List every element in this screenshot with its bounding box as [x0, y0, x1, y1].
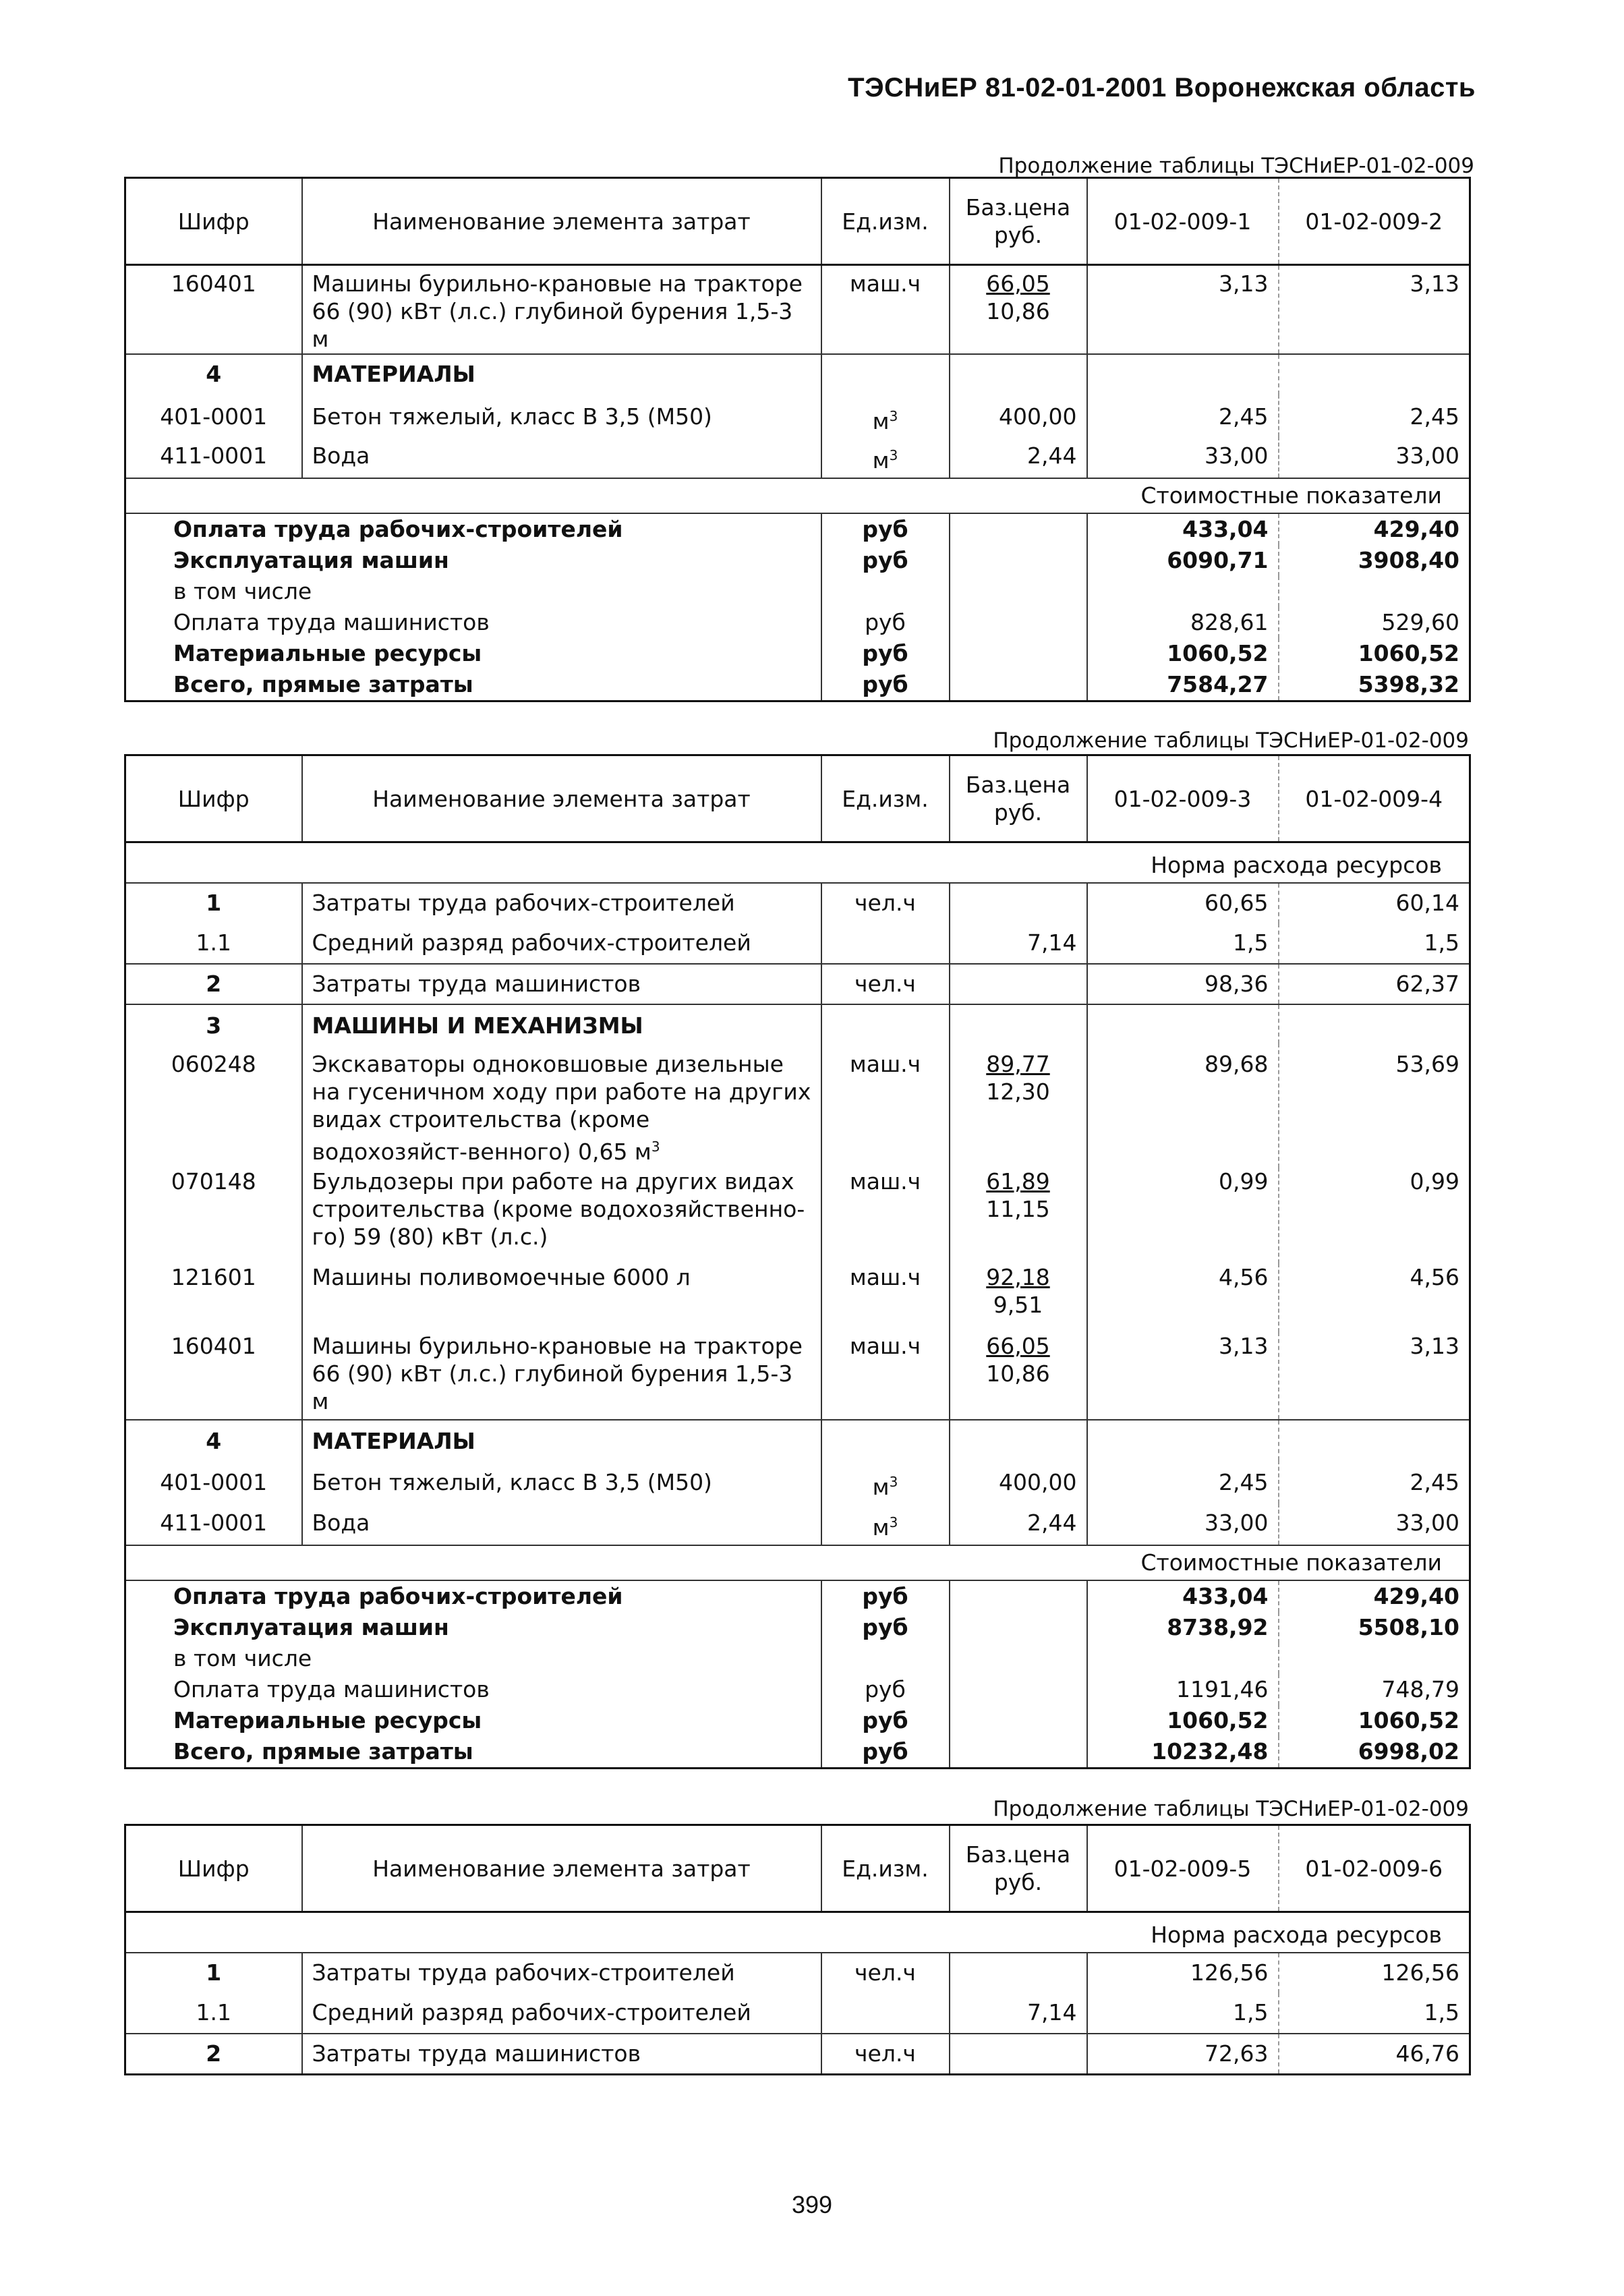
header-price: Баз.цена руб. — [950, 1825, 1087, 1912]
header-variant-a: 01-02-009-1 — [1087, 178, 1279, 265]
row-code: 1 — [125, 1953, 302, 1993]
row-code: 1.1 — [196, 929, 231, 956]
row-code: 401-0001 — [160, 1469, 268, 1495]
row-value-a: 126,56 — [1087, 1953, 1279, 1993]
table-row — [125, 1953, 1470, 1993]
cost-value-a: 6090,71 — [1087, 545, 1279, 576]
row-name: Затраты труда рабочих-строителей — [302, 883, 821, 923]
price-wage: 10,86 — [986, 1360, 1050, 1387]
row-value-a: 1,5 — [1087, 923, 1279, 964]
row-value-a: 60,65 — [1087, 883, 1279, 923]
cost-row — [125, 1643, 1470, 1674]
row-unit: маш.ч — [821, 1263, 950, 1332]
row-unit: чел.ч — [821, 1953, 950, 1993]
cost-unit: руб — [821, 1580, 950, 1612]
row-code: 2 — [125, 964, 302, 1004]
cost-label: в том числе — [173, 577, 312, 604]
cost-value-b: 429,40 — [1279, 513, 1470, 545]
header-variant-b: 01-02-009-4 — [1279, 755, 1470, 842]
row-code: 401-0001 — [160, 403, 268, 430]
cost-unit: руб — [821, 1674, 950, 1705]
row-name: Машины бурильно-крановые на тракторе 66 (90) кВт (л.с.) глубиной бурения 1,5-3 м — [302, 265, 821, 354]
price-base: 61,89 — [986, 1168, 1050, 1195]
table-header-row — [125, 755, 1470, 842]
cost-unit: руб — [821, 669, 950, 701]
row-value-a: 98,36 — [1087, 964, 1279, 1004]
row-code: 411-0001 — [160, 442, 268, 469]
cost-label: Оплата труда машинистов — [173, 1676, 490, 1702]
row-price — [950, 1332, 1087, 1420]
table-row — [125, 964, 1470, 1004]
table-row — [125, 1263, 1470, 1332]
group-row-machines — [125, 1004, 1470, 1043]
price-wage: 9,51 — [993, 1292, 1043, 1318]
table-caption: Продолжение таблицы ТЭСНиЕР-01-02-009 — [993, 728, 1469, 753]
band-cost-indicators — [125, 478, 1470, 513]
header-variant-b: 01-02-009-6 — [1279, 1825, 1470, 1912]
row-code: 160401 — [171, 270, 256, 297]
table-row — [125, 923, 1470, 964]
cost-label: Материальные ресурсы — [173, 639, 482, 666]
row-code: 2 — [125, 2034, 302, 2074]
row-price — [950, 883, 1087, 923]
header-name: Наименование элемента затрат — [302, 178, 821, 265]
table-row — [125, 395, 1470, 436]
row-unit: $м^3$ — [821, 395, 950, 436]
cost-row — [125, 513, 1470, 545]
band-label: Норма расхода ресурсов — [1151, 852, 1442, 878]
row-value-a: 89,68 — [1087, 1043, 1279, 1168]
cost-value-a: 433,04 — [1087, 1580, 1279, 1612]
row-price: 400,00 — [950, 395, 1087, 436]
row-code: 411-0001 — [160, 1510, 268, 1536]
cost-value-a: 1060,52 — [1087, 1705, 1279, 1736]
row-price: 2,44 — [950, 1503, 1087, 1545]
table-row — [125, 2034, 1470, 2074]
row-value-b: 33,00 — [1279, 1503, 1470, 1545]
header-name: Наименование элемента затрат — [302, 755, 821, 842]
cost-value-b: 3908,40 — [1279, 545, 1470, 576]
row-unit: маш.ч — [821, 265, 950, 354]
cost-value-b: 1060,52 — [1279, 638, 1470, 669]
cost-label: Эксплуатация машин — [173, 546, 449, 573]
group-label: МАТЕРИАЛЫ — [302, 1420, 821, 1460]
row-code: 121601 — [171, 1264, 256, 1290]
table-row — [125, 1168, 1470, 1263]
table-row — [125, 1503, 1470, 1545]
cost-value-b: 1060,52 — [1279, 1705, 1470, 1736]
cost-unit: руб — [821, 607, 950, 638]
row-value-b: 53,69 — [1279, 1043, 1470, 1168]
row-value-a: 0,99 — [1087, 1168, 1279, 1263]
table-caption: Продолжение таблицы ТЭСНиЕР-01-02-009 — [998, 154, 1474, 178]
cost-value-a: 828,61 — [1087, 607, 1279, 638]
cost-value-b: 748,79 — [1279, 1674, 1470, 1705]
table-header-row — [125, 178, 1470, 265]
row-name: Машины бурильно-крановые на тракторе 66 (90) кВт (л.с.) глубиной бурения 1,5-3 м — [302, 1332, 821, 1420]
row-price: 400,00 — [950, 1460, 1087, 1503]
row-value-b: 33,00 — [1279, 436, 1470, 478]
price-base: 66,05 — [986, 1333, 1050, 1359]
cost-row — [125, 1736, 1470, 1769]
document-header-title: ТЭСНиЕР 81-02-01-2001 Воронежская область — [848, 73, 1476, 103]
row-unit — [821, 923, 950, 964]
header-code: Шифр — [125, 1825, 302, 1912]
header-name: Наименование элемента затрат — [302, 1825, 821, 1912]
cost-value-a: 1060,52 — [1087, 638, 1279, 669]
resource-table-2 — [124, 754, 1469, 1769]
row-name: Средний разряд рабочих-строителей — [302, 1993, 821, 2034]
row-unit — [821, 1993, 950, 2034]
row-value-a: 2,45 — [1087, 1460, 1279, 1503]
header-price: Баз.цена руб. — [950, 178, 1087, 265]
cost-row — [125, 1674, 1470, 1705]
row-value-b: 3,13 — [1279, 1332, 1470, 1420]
row-value-b: 62,37 — [1279, 964, 1470, 1004]
row-value-b: 4,56 — [1279, 1263, 1470, 1332]
cost-row — [125, 1705, 1470, 1736]
band-label: Стоимостные показатели — [125, 1545, 1470, 1580]
price-base: 89,77 — [986, 1051, 1050, 1077]
row-value-a: 2,45 — [1087, 395, 1279, 436]
group-code: 4 — [125, 1420, 302, 1460]
row-price: 7,14 — [950, 923, 1087, 964]
cost-row — [125, 669, 1470, 701]
row-value-b: 126,56 — [1279, 1953, 1470, 1993]
cost-value-b: 6998,02 — [1279, 1736, 1470, 1769]
group-row-materials — [125, 354, 1470, 395]
row-code: 070148 — [171, 1168, 256, 1195]
row-price — [950, 1263, 1087, 1332]
row-code: 1.1 — [196, 1999, 231, 2026]
table-caption: Продолжение таблицы ТЭСНиЕР-01-02-009 — [993, 1797, 1469, 1821]
row-value-b: 0,99 — [1279, 1168, 1470, 1263]
cost-row — [125, 576, 1470, 607]
cost-unit: руб — [821, 513, 950, 545]
table-row — [125, 1993, 1470, 2034]
row-unit: маш.ч — [821, 1168, 950, 1263]
row-name: Затраты труда машинистов — [302, 2034, 821, 2074]
table-row — [125, 265, 1470, 354]
resource-table-3 — [124, 1824, 1469, 2075]
row-unit: чел.ч — [821, 964, 950, 1004]
band-label: Стоимостные показатели — [125, 478, 1470, 513]
row-unit: маш.ч — [821, 1332, 950, 1420]
row-value-b: 2,45 — [1279, 1460, 1470, 1503]
cost-unit: руб — [821, 1705, 950, 1736]
header-variant-b: 01-02-009-2 — [1279, 178, 1470, 265]
group-label: МАШИНЫ И МЕХАНИЗМЫ — [302, 1004, 821, 1043]
cost-value-a: 433,04 — [1087, 513, 1279, 545]
header-unit: Ед.изм. — [821, 755, 950, 842]
band-norm — [125, 842, 1470, 884]
row-unit: маш.ч — [821, 1043, 950, 1168]
cost-label: Эксплуатация машин — [173, 1614, 449, 1640]
cost-label: Всего, прямые затраты — [173, 1738, 473, 1764]
cost-row — [125, 1580, 1470, 1612]
header-unit: Ед.изм. — [821, 1825, 950, 1912]
cost-unit: руб — [821, 1736, 950, 1769]
row-name: Вода — [302, 1503, 821, 1545]
row-value-b: 1,5 — [1279, 923, 1470, 964]
row-unit: $м^3$ — [821, 1503, 950, 1545]
price-wage: 12,30 — [986, 1079, 1050, 1105]
row-price: 2,44 — [950, 436, 1087, 478]
cost-value-a: 7584,27 — [1087, 669, 1279, 701]
row-name: Затраты труда машинистов — [302, 964, 821, 1004]
row-value-a: 33,00 — [1087, 1503, 1279, 1545]
table-row — [125, 436, 1470, 478]
group-code: 3 — [125, 1004, 302, 1043]
table-row — [125, 1460, 1470, 1503]
row-value-a: 33,00 — [1087, 436, 1279, 478]
band-label: Норма расхода ресурсов — [1151, 1922, 1442, 1948]
row-value-a: 3,13 — [1087, 1332, 1279, 1420]
cost-label: Материальные ресурсы — [173, 1707, 482, 1733]
row-price — [950, 964, 1087, 1004]
cost-row — [125, 607, 1470, 638]
cost-row — [125, 638, 1470, 669]
row-price — [950, 2034, 1087, 2074]
row-code: 060248 — [171, 1051, 256, 1077]
cost-unit: руб — [821, 638, 950, 669]
cost-value-a: 8738,92 — [1087, 1612, 1279, 1643]
cost-label: Оплата труда машинистов — [173, 608, 490, 635]
cost-label: Всего, прямые затраты — [173, 670, 473, 697]
row-value-a: 4,56 — [1087, 1263, 1279, 1332]
row-price — [950, 1168, 1087, 1263]
cost-value-b: 5508,10 — [1279, 1612, 1470, 1643]
cost-value-a: 1191,46 — [1087, 1674, 1279, 1705]
header-code: Шифр — [125, 755, 302, 842]
price-base: 66,05 — [986, 270, 1050, 297]
cost-value-b: 429,40 — [1279, 1580, 1470, 1612]
row-name: Средний разряд рабочих-строителей — [302, 923, 821, 964]
header-variant-a: 01-02-009-3 — [1087, 755, 1279, 842]
table-row — [125, 883, 1470, 923]
row-name: Бетон тяжелый, класс В 3,5 (М50) — [302, 395, 821, 436]
row-price — [950, 1953, 1087, 1993]
cost-value-b: 529,60 — [1279, 607, 1470, 638]
resource-table-1 — [124, 177, 1469, 702]
group-label: МАТЕРИАЛЫ — [302, 354, 821, 395]
row-name: Машины поливомоечные 6000 л — [302, 1263, 821, 1332]
band-norm — [125, 1912, 1470, 1953]
cost-label: Оплата труда рабочих-строителей — [125, 513, 821, 545]
row-name: Затраты труда рабочих-строителей — [302, 1953, 821, 1993]
row-code: 1 — [125, 883, 302, 923]
header-code: Шифр — [125, 178, 302, 265]
cost-row — [125, 1612, 1470, 1643]
row-value-b: 60,14 — [1279, 883, 1470, 923]
table-row — [125, 1332, 1470, 1420]
cost-value-a: 10232,48 — [1087, 1736, 1279, 1769]
band-cost-indicators — [125, 1545, 1470, 1580]
group-row-materials — [125, 1420, 1470, 1460]
price-wage: 10,86 — [986, 298, 1050, 324]
row-unit: чел.ч — [821, 883, 950, 923]
row-price — [950, 1043, 1087, 1168]
cost-label: Оплата труда рабочих-строителей — [125, 1580, 821, 1612]
row-value-a: 1,5 — [1087, 1993, 1279, 2034]
table-header-row — [125, 1825, 1470, 1912]
row-unit: $м^3$ — [821, 436, 950, 478]
row-value-b: 46,76 — [1279, 2034, 1470, 2074]
header-unit: Ед.изм. — [821, 178, 950, 265]
row-name: Экскаваторы одноковшовые дизельные на гусеничном ходу при работе на других видах строительства (кроме водохозяйст-венного) 0,65 $м^3$ — [302, 1043, 821, 1168]
cost-unit: руб — [821, 1612, 950, 1643]
header-price: Баз.цена руб. — [950, 755, 1087, 842]
page-number: 399 — [791, 2191, 833, 2218]
row-value-a: 3,13 — [1087, 265, 1279, 354]
row-value-b: 1,5 — [1279, 1993, 1470, 2034]
cost-row — [125, 545, 1470, 576]
row-unit: $м^3$ — [821, 1460, 950, 1503]
row-value-a: 72,63 — [1087, 2034, 1279, 2074]
cost-value-b: 5398,32 — [1279, 669, 1470, 701]
table-row — [125, 1043, 1470, 1168]
cost-label: в том числе — [173, 1645, 312, 1671]
row-price: 7,14 — [950, 1993, 1087, 2034]
row-code: 160401 — [171, 1333, 256, 1359]
row-unit: чел.ч — [821, 2034, 950, 2074]
row-value-b: 3,13 — [1279, 265, 1470, 354]
row-value-b: 2,45 — [1279, 395, 1470, 436]
row-name: Бетон тяжелый, класс В 3,5 (М50) — [302, 1460, 821, 1503]
price-wage: 11,15 — [986, 1196, 1050, 1222]
cost-unit: руб — [821, 545, 950, 576]
row-name: Вода — [302, 436, 821, 478]
header-variant-a: 01-02-009-5 — [1087, 1825, 1279, 1912]
row-price — [950, 265, 1087, 354]
row-name: Бульдозеры при работе на других видах строительства (кроме водохозяйственно-го) 59 (80) кВт (л.с.) — [302, 1168, 821, 1263]
price-base: 92,18 — [986, 1264, 1050, 1290]
group-code: 4 — [125, 354, 302, 395]
